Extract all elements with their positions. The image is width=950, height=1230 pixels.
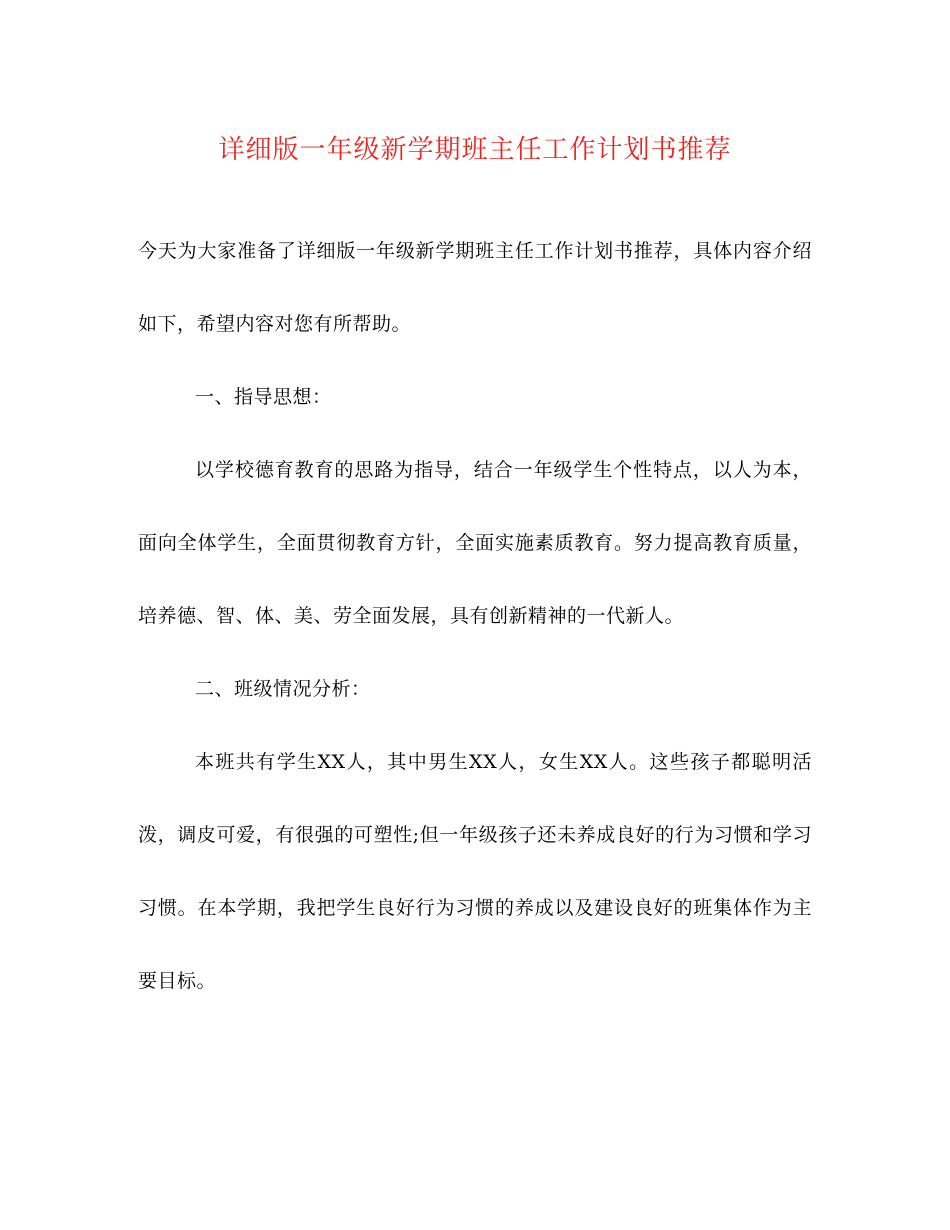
section-heading-class-analysis: 二、班级情况分析：: [195, 678, 371, 700]
intro-paragraph: 今天为大家准备了详细版一年级新学期班主任工作计划书推荐，具体内容介绍如下，希望内容对您有所帮助。: [138, 240, 812, 335]
section-heading-guiding-ideology: 一、指导思想：: [195, 386, 332, 408]
document-body: [138, 215, 812, 1018]
class-analysis-paragraph: 本班共有学生XX人，其中男生XX人，女生XX人。这些孩子都聪明活泼，调皮可爱，有很强的可塑性;但一年级孩子还未养成良好的行为习惯和学习习惯。在本学期，我把学生良好行为习惯的养成以及建设良好的班集体作为主要目标。: [138, 751, 812, 992]
guiding-ideology-paragraph: 以学校德育教育的思路为指导，结合一年级学生个性特点，以人为本，面向全体学生，全面贯彻教育方针，全面实施素质教育。努力提高教育质量，培养德、智、体、美、劳全面发展，具有创新精神的一代新人。: [138, 459, 812, 627]
document-title: 详细版一年级新学期班主任工作计划书推荐: [218, 135, 732, 165]
